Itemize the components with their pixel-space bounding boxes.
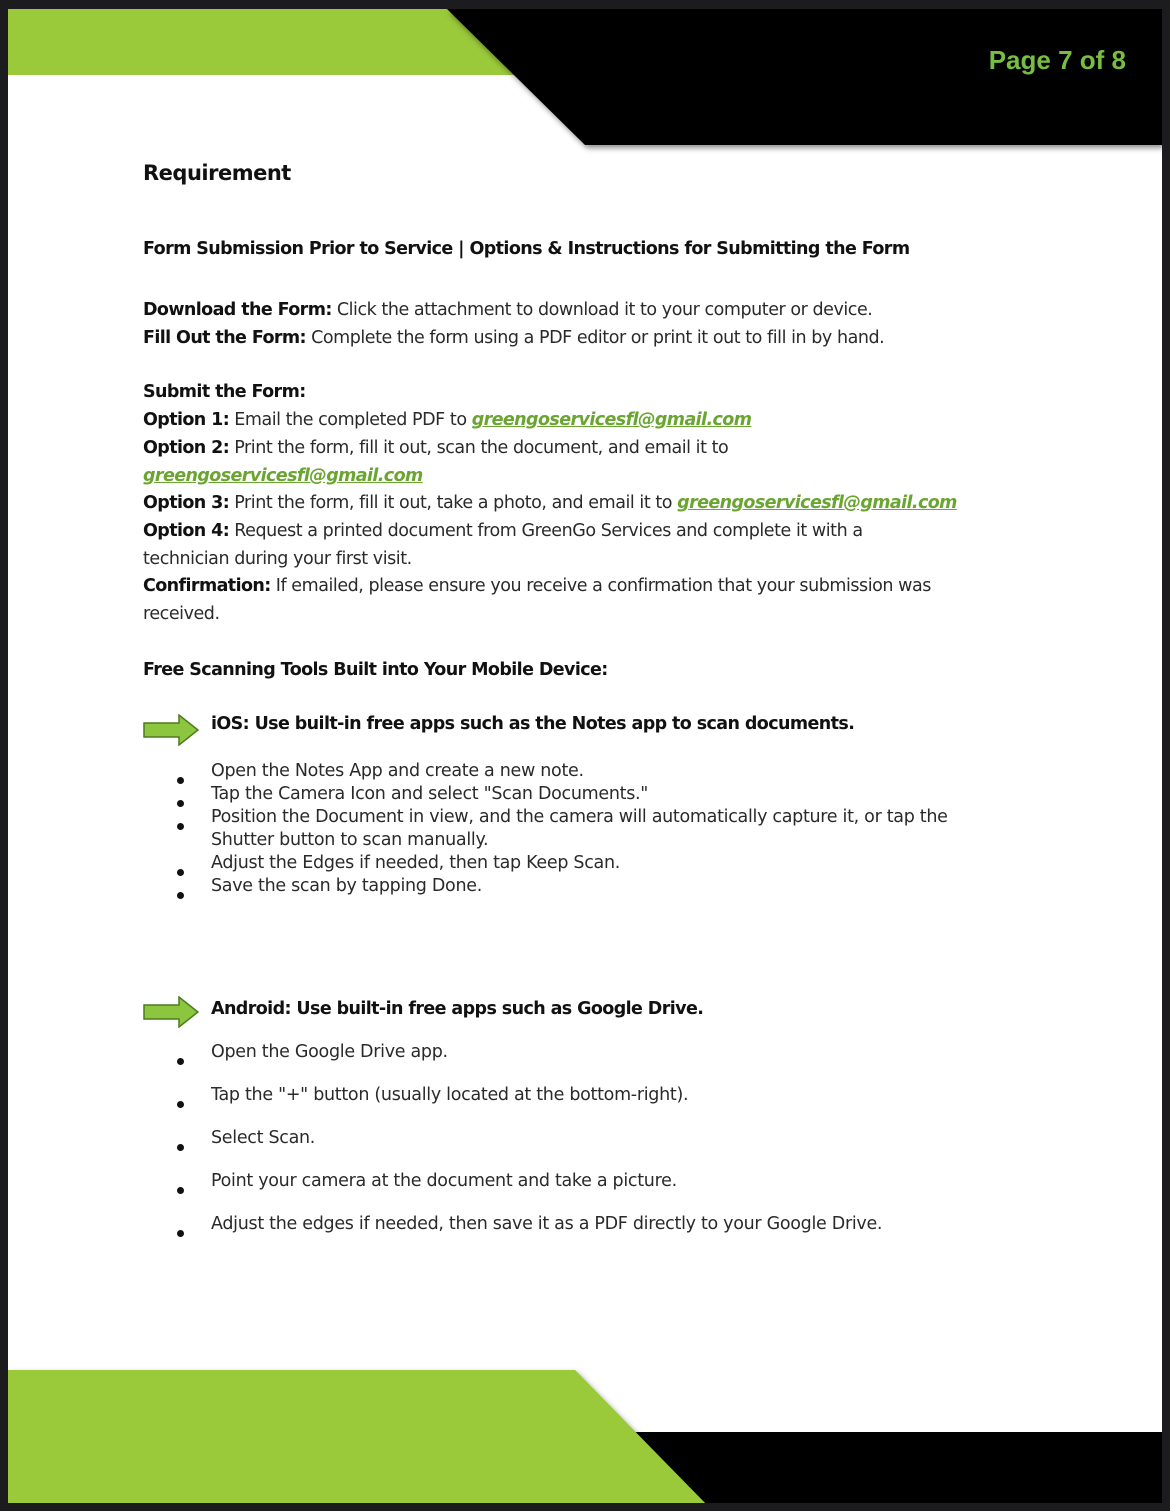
email-link[interactable]: greengoservicesfl@gmail.com <box>677 493 957 513</box>
step-fill-out <box>143 328 884 348</box>
arrow-right-icon <box>143 714 199 746</box>
step-label: Download the Form: <box>143 300 332 320</box>
option-4-continued: technician during your first visit. <box>143 549 412 569</box>
list-item-continued: Shutter button to scan manually. <box>211 830 489 850</box>
option-label: Option 1: <box>143 410 230 430</box>
confirmation-continued: received. <box>143 604 220 624</box>
bullet-icon <box>177 823 184 830</box>
option-2 <box>143 438 728 458</box>
document-page <box>8 9 1162 1503</box>
option-1 <box>143 410 751 430</box>
list-item: Save the scan by tapping Done. <box>211 876 482 896</box>
email-link[interactable]: greengoservicesfl@gmail.com <box>471 410 752 430</box>
arrow-right-icon <box>143 996 199 1028</box>
bullet-icon <box>177 1101 184 1108</box>
section-title: Requirement <box>143 161 291 185</box>
bullet-icon <box>177 1058 184 1065</box>
scanning-heading: Free Scanning Tools Built into Your Mobile Device: <box>143 660 608 680</box>
confirmation-text: If emailed, please ensure you receive a confirmation that your submission was <box>270 576 931 596</box>
list-item: Open the Notes App and create a new note. <box>211 761 584 781</box>
option-4 <box>143 521 863 541</box>
list-item: Point your camera at the document and take a picture. <box>211 1171 677 1191</box>
email-link[interactable]: greengoservicesfl@gmail.com <box>143 466 423 486</box>
step-text: Complete the form using a PDF editor or print it out to fill in by hand. <box>305 328 885 348</box>
confirmation <box>143 576 931 596</box>
option-label: Option 4: <box>143 521 230 541</box>
option-3 <box>143 493 957 513</box>
option-label: Option 2: <box>143 438 230 458</box>
ios-title: iOS: Use built-in free apps such as the Notes app to scan documents. <box>211 714 855 734</box>
bullet-icon <box>177 869 184 876</box>
bullet-icon <box>177 1230 184 1237</box>
list-item: Adjust the Edges if needed, then tap Keep Scan. <box>211 853 621 873</box>
page-decoration <box>8 9 1162 1503</box>
bullet-icon <box>177 1187 184 1194</box>
bullet-icon <box>177 777 184 784</box>
option-text: Request a printed document from GreenGo Services and complete it with a <box>229 521 863 541</box>
list-item: Position the Document in view, and the camera will automatically capture it, or tap the <box>211 807 948 827</box>
option-label: Option 3: <box>143 493 230 513</box>
list-item: Select Scan. <box>211 1128 316 1148</box>
list-item: Tap the Camera Icon and select "Scan Documents." <box>211 784 649 804</box>
list-item: Adjust the edges if needed, then save it as a PDF directly to your Google Drive. <box>211 1214 883 1234</box>
option-text: Email the completed PDF to <box>229 410 472 430</box>
submit-heading: Submit the Form: <box>143 382 306 402</box>
document-subtitle: Form Submission Prior to Service | Options & Instructions for Submitting the Form <box>143 239 910 259</box>
list-item: Tap the "+" button (usually located at the bottom-right). <box>211 1085 689 1105</box>
android-title: Android: Use built-in free apps such as Google Drive. <box>211 999 704 1019</box>
bullet-icon <box>177 800 184 807</box>
step-text: Click the attachment to download it to your computer or device. <box>331 300 873 320</box>
list-item: Open the Google Drive app. <box>211 1042 448 1062</box>
footer-black-band <box>635 1432 1162 1503</box>
header-green-band <box>8 9 528 75</box>
step-label: Fill Out the Form: <box>143 328 306 348</box>
confirmation-label: Confirmation: <box>143 576 271 596</box>
bullet-icon <box>177 892 184 899</box>
option-text: Print the form, fill it out, take a photo, and email it to <box>229 493 678 513</box>
bullet-icon <box>177 1144 184 1151</box>
option-2-email <box>143 466 423 486</box>
page-indicator: Page 7 of 8 <box>988 45 1126 75</box>
option-text: Print the form, fill it out, scan the document, and email it to <box>229 438 729 458</box>
step-download <box>143 300 872 320</box>
header-black-band <box>447 9 1162 145</box>
